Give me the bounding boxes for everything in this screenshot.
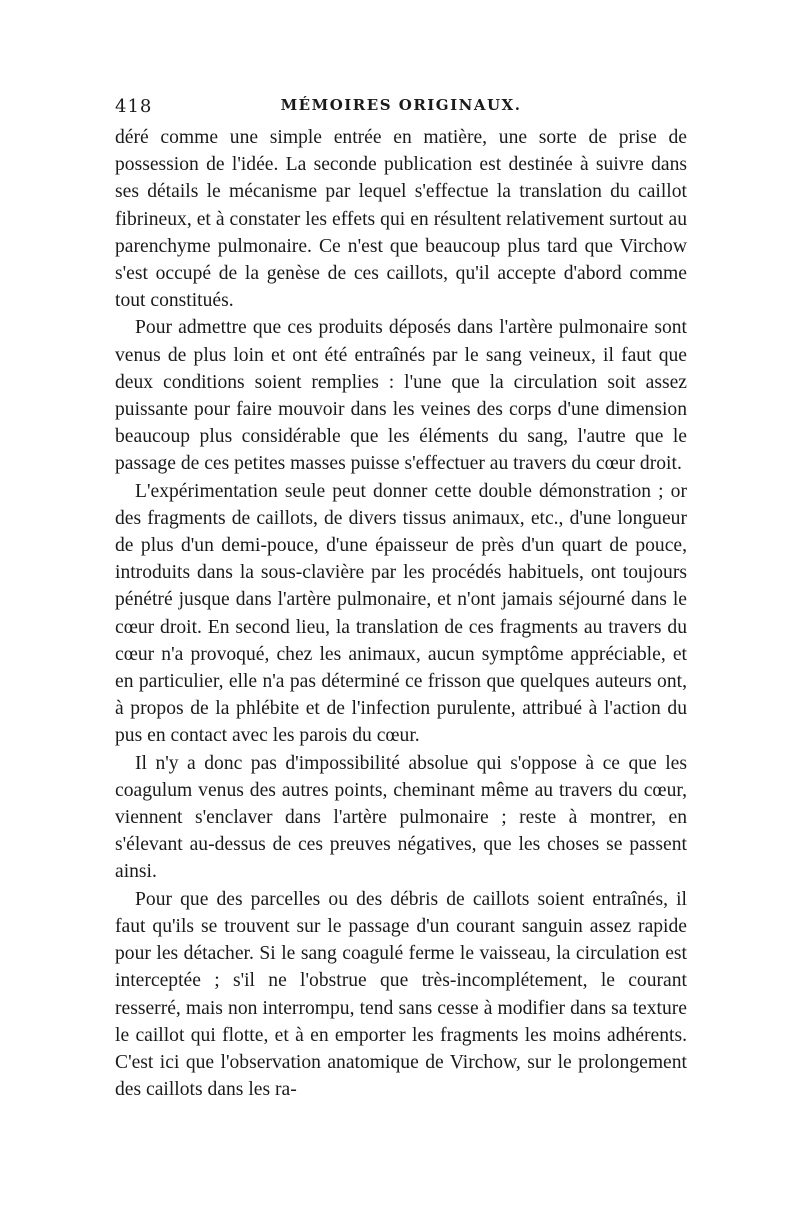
body-text xyxy=(115,124,687,1103)
paragraph-1: déré comme une simple entrée en matière, une sorte de prise de possession de l'idée. La seconde publication est destinée à suivre dans ses détails le mécanisme par lequel s'effectue la translation du caillot fibrineux, et à constater les effets qui en résultent relativement surtout au parenchyme pulmonaire. Ce n'est que beaucoup plus tard que Virchow s'est occupé de la genèse de ces caillots, qu'il accepte d'abord comme tout constitués. xyxy=(115,127,687,312)
page-number: 418 xyxy=(115,96,153,117)
paragraph-5: Pour que des parcelles ou des débris de caillots soient entraînés, il faut qu'ils se trouvent sur le passage d'un courant sanguin assez rapide pour les détacher. Si le sang coagulé ferme le vaisseau, la circulation est interceptée ; s'il ne l'obstrue que très-incomplétement, le courant resserré, mais non interrompu, tend sans cesse à modifier dans sa texture le caillot qui flotte, et à en emporter les fragments les moins adhérents. C'est ici que l'observation anatomique de Virchow, sur le prolongement des caillots dans les ra- xyxy=(115,888,687,1101)
running-title: MÉMOIRES ORIGINAUX. xyxy=(280,96,522,114)
paragraph-3: L'expérimentation seule peut donner cette double démonstration ; or des fragments de caillots, de divers tissus animaux, etc., d'une longueur de plus d'un demi-pouce, d'une épaisseur de près d'un quart de pouce, introduits dans la sous-clavière par les procédés habituels, ont toujours pénétré jusque dans l'artère pulmonaire, et n'ont jamais séjourné dans le cœur droit. En second lieu, la translation de ces fragments au travers du cœur n'a provoqué, chez les animaux, aucun symptôme appréciable, et en particulier, elle n'a pas déterminé ce frisson que quelques auteurs ont, à propos de la phlébite et de l'infection purulente, attribué à l'action du pus en contact avec les parois du cœur. xyxy=(115,480,687,747)
running-head xyxy=(115,92,687,118)
paragraph-4: Il n'y a donc pas d'impossibilité absolue qui s'oppose à ce que les coagulum venus des autres points, cheminant même au travers du cœur, viennent s'enclaver dans l'artère pulmonaire ; reste à montrer, en s'élevant au-dessus de ces preuves négatives, que les choses se passent ainsi. xyxy=(115,752,687,883)
book-page xyxy=(115,92,687,1103)
paragraph-2: Pour admettre que ces produits déposés dans l'artère pulmonaire sont venus de plus loin et ont été entraînés par le sang veineux, il faut que deux conditions soient remplies : l'une que la circulation soit assez puissante pour faire mouvoir dans les veines des corps d'une dimension beaucoup plus considérable que les éléments du sang, l'autre que le passage de ces petites masses puisse s'effectuer au travers du cœur droit. xyxy=(115,317,687,475)
